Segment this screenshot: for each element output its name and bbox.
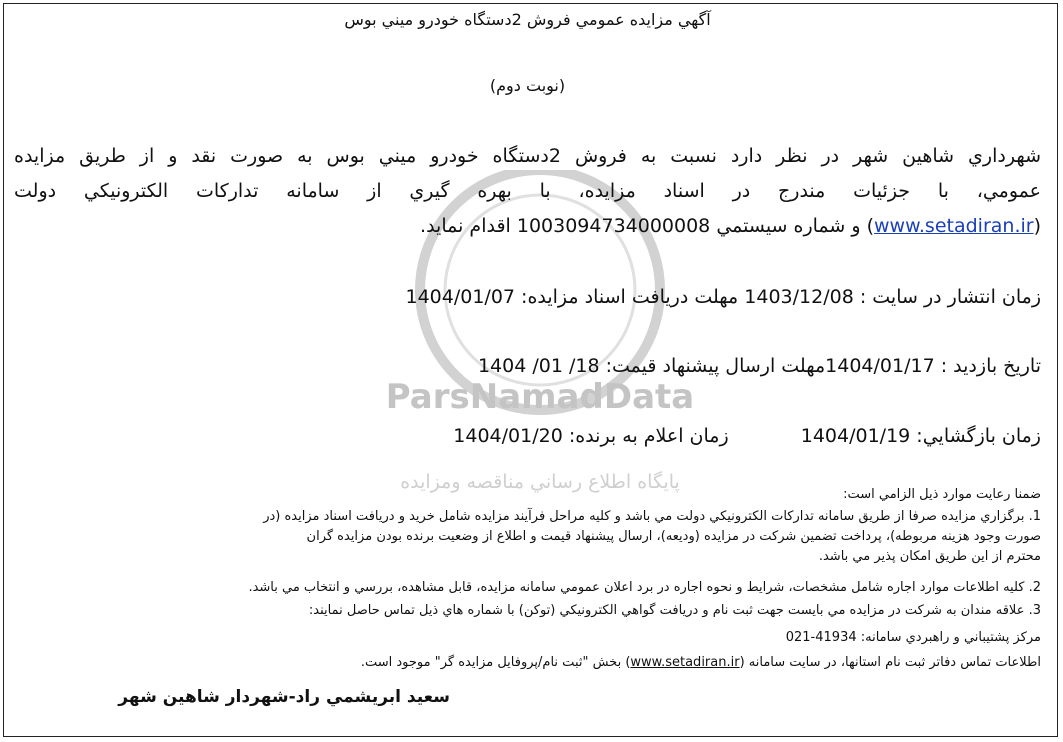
note-1-line-1: 1. برگزاري مزايده صرفا از طريق سامانه تدارکات الکترونيکي دولت مي باشد و کليه مراحل فرآيند مزايده شامل خريد و دريافت اسناد مزايده (در <box>263 509 1041 524</box>
opening-date: زمان بازگشايي: 1404/01/19 <box>800 425 1041 447</box>
offices-info <box>14 655 1041 670</box>
signature: سعيد ابريشمي راد-شهردار شاهين شهر <box>118 687 450 707</box>
winner-date: زمان اعلام به برنده: 1404/01/20 <box>453 425 729 447</box>
setadiran-link[interactable]: www.setadiran.ir <box>874 215 1034 237</box>
offices-post: ) بخش "ثبت نام/پروفايل مزايده گر" موجود است. <box>360 655 631 670</box>
visit-dates: تاريخ بازديد : 1404/01/17مهلت ارسال پيشنهاد قيمت: 18/ 01/ 1404 <box>477 355 1041 377</box>
support-center: مرکز پشتيباني و راهبردي سامانه: 41934-021 <box>785 630 1041 645</box>
intro-paren-open: ( <box>1033 215 1041 237</box>
note-1-line-3: محترم از اين طريق امکان پذير مي باشد. <box>818 549 1041 564</box>
note-1-line-2: صورت وجود هزينه مربوطه)، پرداخت تضمين شرکت در مزايده (وديعه)، ارسال پيشنهاد قيمت و اطلاع از وضعيت برنده بودن مزايده گران <box>306 529 1041 544</box>
watermark-brand: ParsNamadData <box>385 377 695 417</box>
note-3: 3. علاقه مندان به شرکت در مزايده مي بايست جهت ثبت نام و دريافت گواهي الکترونيکي (توکن) با شماره هاي ذيل تماس حاصل نمايند: <box>308 603 1041 618</box>
offices-pre: اطلاعات تماس دفاتر ثبت نام استانها، در سايت سامانه ( <box>739 655 1041 670</box>
notice-subtitle: (نوبت دوم) <box>489 76 566 95</box>
notes-header: ضمنا رعايت موارد ذيل الزامي است: <box>843 487 1041 502</box>
notice-title: آگهي مزايده عمومي فروش 2دستگاه خودرو ميني بوس <box>344 10 711 29</box>
intro-system-number: ) و شماره سيستمي 1003094734000008 اقدام نمايد. <box>420 215 875 237</box>
publish-dates: زمان انتشار در سايت : 1403/12/08 مهلت دريافت اسناد مزايده: 1404/01/07 <box>405 286 1041 308</box>
intro-line-3 <box>14 215 1041 237</box>
watermark-tagline: پايگاه اطلاع رساني مناقصه ومزايده <box>400 471 680 493</box>
offices-link[interactable]: www.setadiran.ir <box>630 655 740 670</box>
opening-dates <box>14 425 1041 447</box>
intro-line-1: شهرداري شاهين شهر در نظر دارد نسبت به فروش 2دستگاه خودرو ميني بوس به صورت نقد و از طريق مزايده <box>14 145 1042 167</box>
intro-line-2: عمومي، با جزئيات مندرج در اسناد مزايده، با بهره گيري از سامانه تدارکات الکترونيکي دولت <box>14 180 1041 202</box>
note-2: 2. کليه اطلاعات موارد اجاره شامل مشخصات، شرايط و نحوه اجاره در برد اعلان عمومي سامانه مزايده، قابل مشاهده، بررسي و انتخاب مي باشد. <box>248 580 1041 595</box>
